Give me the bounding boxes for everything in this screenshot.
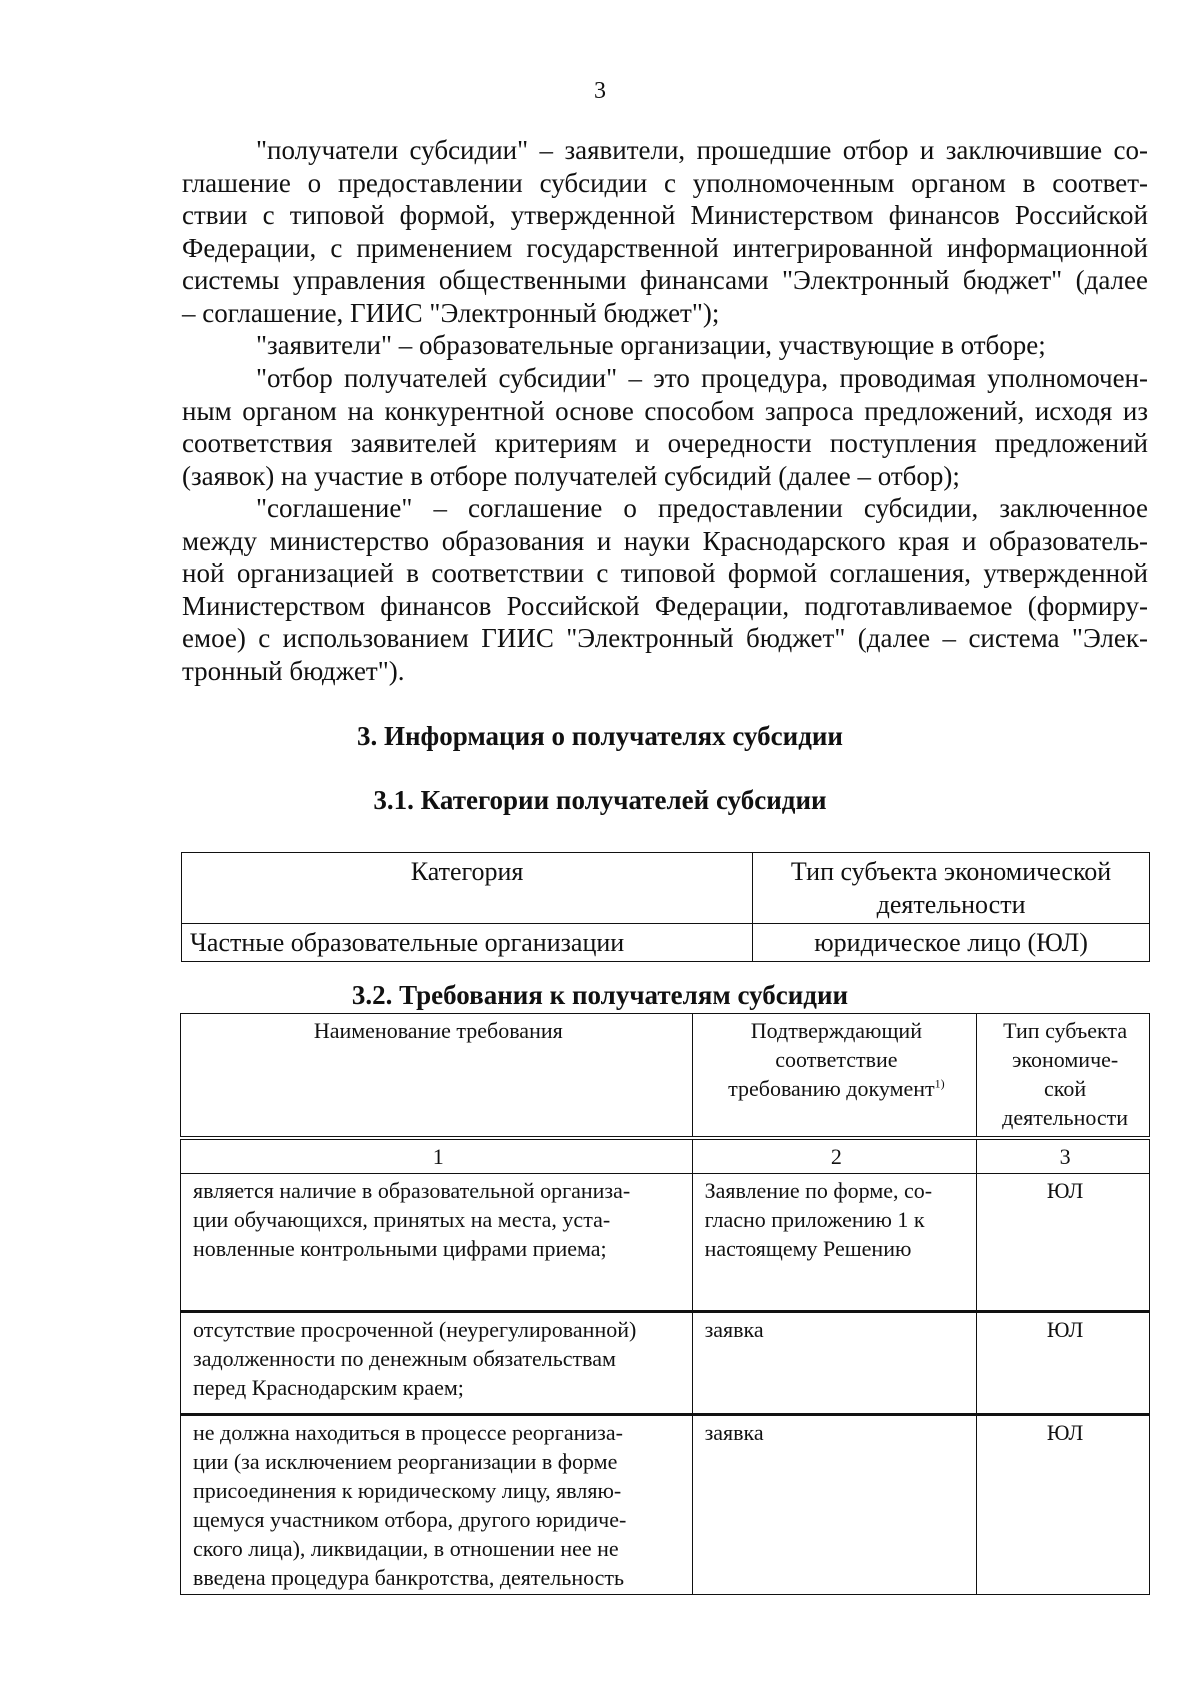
header-line: соответствие [775,1047,898,1072]
cell-line: перед Краснодарским краем; [193,1375,464,1400]
header-line: деятельности [1002,1105,1129,1130]
entity-type-cell: ЮЛ [977,1174,1150,1312]
table-row [181,1174,1150,1312]
section-3-2-heading: 3.2. Требования к получателям субсидии [351,980,849,1010]
table-row [181,1312,1150,1415]
cell-line: отсутствие просроченной (неурегулированной) [193,1317,637,1342]
requirement-cell [181,1312,693,1415]
paragraph-applicants-definition [182,329,1148,362]
text-line: Министерством финансов Российской Федерации, подготавливаемое (формиру- [182,590,1148,621]
cell-line: щемуся участником отбора, другого юридиче- [193,1507,627,1532]
cell-line: гласно приложению 1 к [704,1207,925,1232]
entity-type-cell: ЮЛ [977,1312,1150,1415]
cell-line: является наличие в образовательной организа- [193,1178,631,1203]
text-line: "отбор получателей субсидии" – это процедура, проводимая уполномочен- [256,363,1148,393]
text-line: Федерации, с применением государственной интегрированной информационной [182,232,1148,263]
paragraph-selection-definition [182,362,1148,492]
requirements-table [180,1013,1150,1595]
column-number: 3 [977,1138,1150,1174]
categories-table [181,852,1150,962]
cell-line: ского лица), ликвидации, в отношении нее не [193,1536,619,1561]
text-line: емое) с использованием ГИИС "Электронный бюджет" (далее – система "Элек- [182,623,1148,653]
requirement-cell [181,1415,693,1595]
footnote-marker: 1) [934,1076,945,1091]
text-line: ствии с типовой формой, утвержденной Министерством финансов Российской [182,200,1148,230]
column-number: 1 [181,1138,693,1174]
entity-type-cell: юридическое лицо (ЮЛ) [753,924,1150,962]
header-line: Тип субъекта экономической [790,857,1112,886]
text-line: тронный бюджет"). [182,655,405,686]
cell-line: Заявление по форме, со- [704,1178,933,1203]
entity-type-header [977,1014,1150,1139]
text-line: ным органом на конкурентной основе способом запроса предложений, исходя из [182,395,1148,426]
header-line: экономиче- [1012,1047,1119,1072]
text-line: системы управления общественными финансами "Электронный бюджет" (далее [182,265,1148,295]
section-3-heading: 3. Информация о получателях субсидии [357,721,843,751]
cell-line: ции (за исключением реорганизации в форме [193,1449,618,1474]
table-row [181,1415,1150,1595]
header-line-text: требованию документ [728,1076,935,1101]
section-3-1-heading: 3.1. Категории получателей субсидии [373,785,827,815]
document-cell [692,1174,977,1312]
column-number: 2 [692,1138,977,1174]
cell-line: не должна находиться в процессе реорганиза- [193,1420,623,1445]
table-header-row [181,1014,1150,1139]
text-line: "соглашение" – соглашение о предоставлении субсидии, заключенное [256,493,1148,523]
entity-type-cell: ЮЛ [977,1415,1150,1595]
page-number: 3 [594,78,606,104]
cell-line: задолженности по денежным обязательствам [193,1346,616,1371]
text-line: ной организацией в соответствии с типовой формой соглашения, утвержденной [182,558,1148,588]
table-header-row [182,853,1150,924]
header-line: Тип субъекта [1003,1018,1128,1043]
text-line: между министерство образования и науки Краснодарского края и образователь- [182,525,1148,556]
document-cell: заявка [692,1312,977,1415]
column-number-row [181,1138,1150,1174]
category-header: Категория [182,853,753,924]
cell-line: присоединения к юридическому лицу, являю- [193,1478,622,1503]
category-cell: Частные образовательные организации [182,924,753,962]
requirement-cell [181,1174,693,1312]
header-line: деятельности [876,890,1026,919]
entity-type-header [753,853,1150,924]
text-line: глашение о предоставлении субсидии с уполномоченным органом в соответ- [182,167,1148,198]
text-line: соответствия заявителей критериям и очередности поступления предложений [182,428,1148,458]
cell-line: ции обучающихся, принятых на места, уста- [193,1207,611,1232]
cell-line: настоящему Решению [704,1236,912,1261]
paragraph-agreement-definition [182,492,1148,687]
header-line: Подтверждающий [750,1018,922,1043]
text-line: (заявок) на участие в отборе получателей субсидий (далее – отбор); [182,460,960,491]
text-line: "заявители" – образовательные организации, участвующие в отборе; [256,330,1046,360]
header-line: ской [1044,1076,1087,1101]
paragraph-recipients-definition [182,134,1148,329]
table-row [182,924,1150,962]
document-cell: заявка [692,1415,977,1595]
requirement-name-header: Наименование требования [181,1014,693,1139]
text-line: "получатели субсидии" – заявители, прошедшие отбор и заключившие со- [256,135,1148,165]
text-line: – соглашение, ГИИС "Электронный бюджет"); [182,297,720,328]
cell-line: новленные контрольными цифрами приема; [193,1236,607,1261]
cell-line: введена процедура банкротства, деятельность [193,1565,625,1590]
document-header [692,1014,977,1139]
header-line [705,1074,969,1103]
